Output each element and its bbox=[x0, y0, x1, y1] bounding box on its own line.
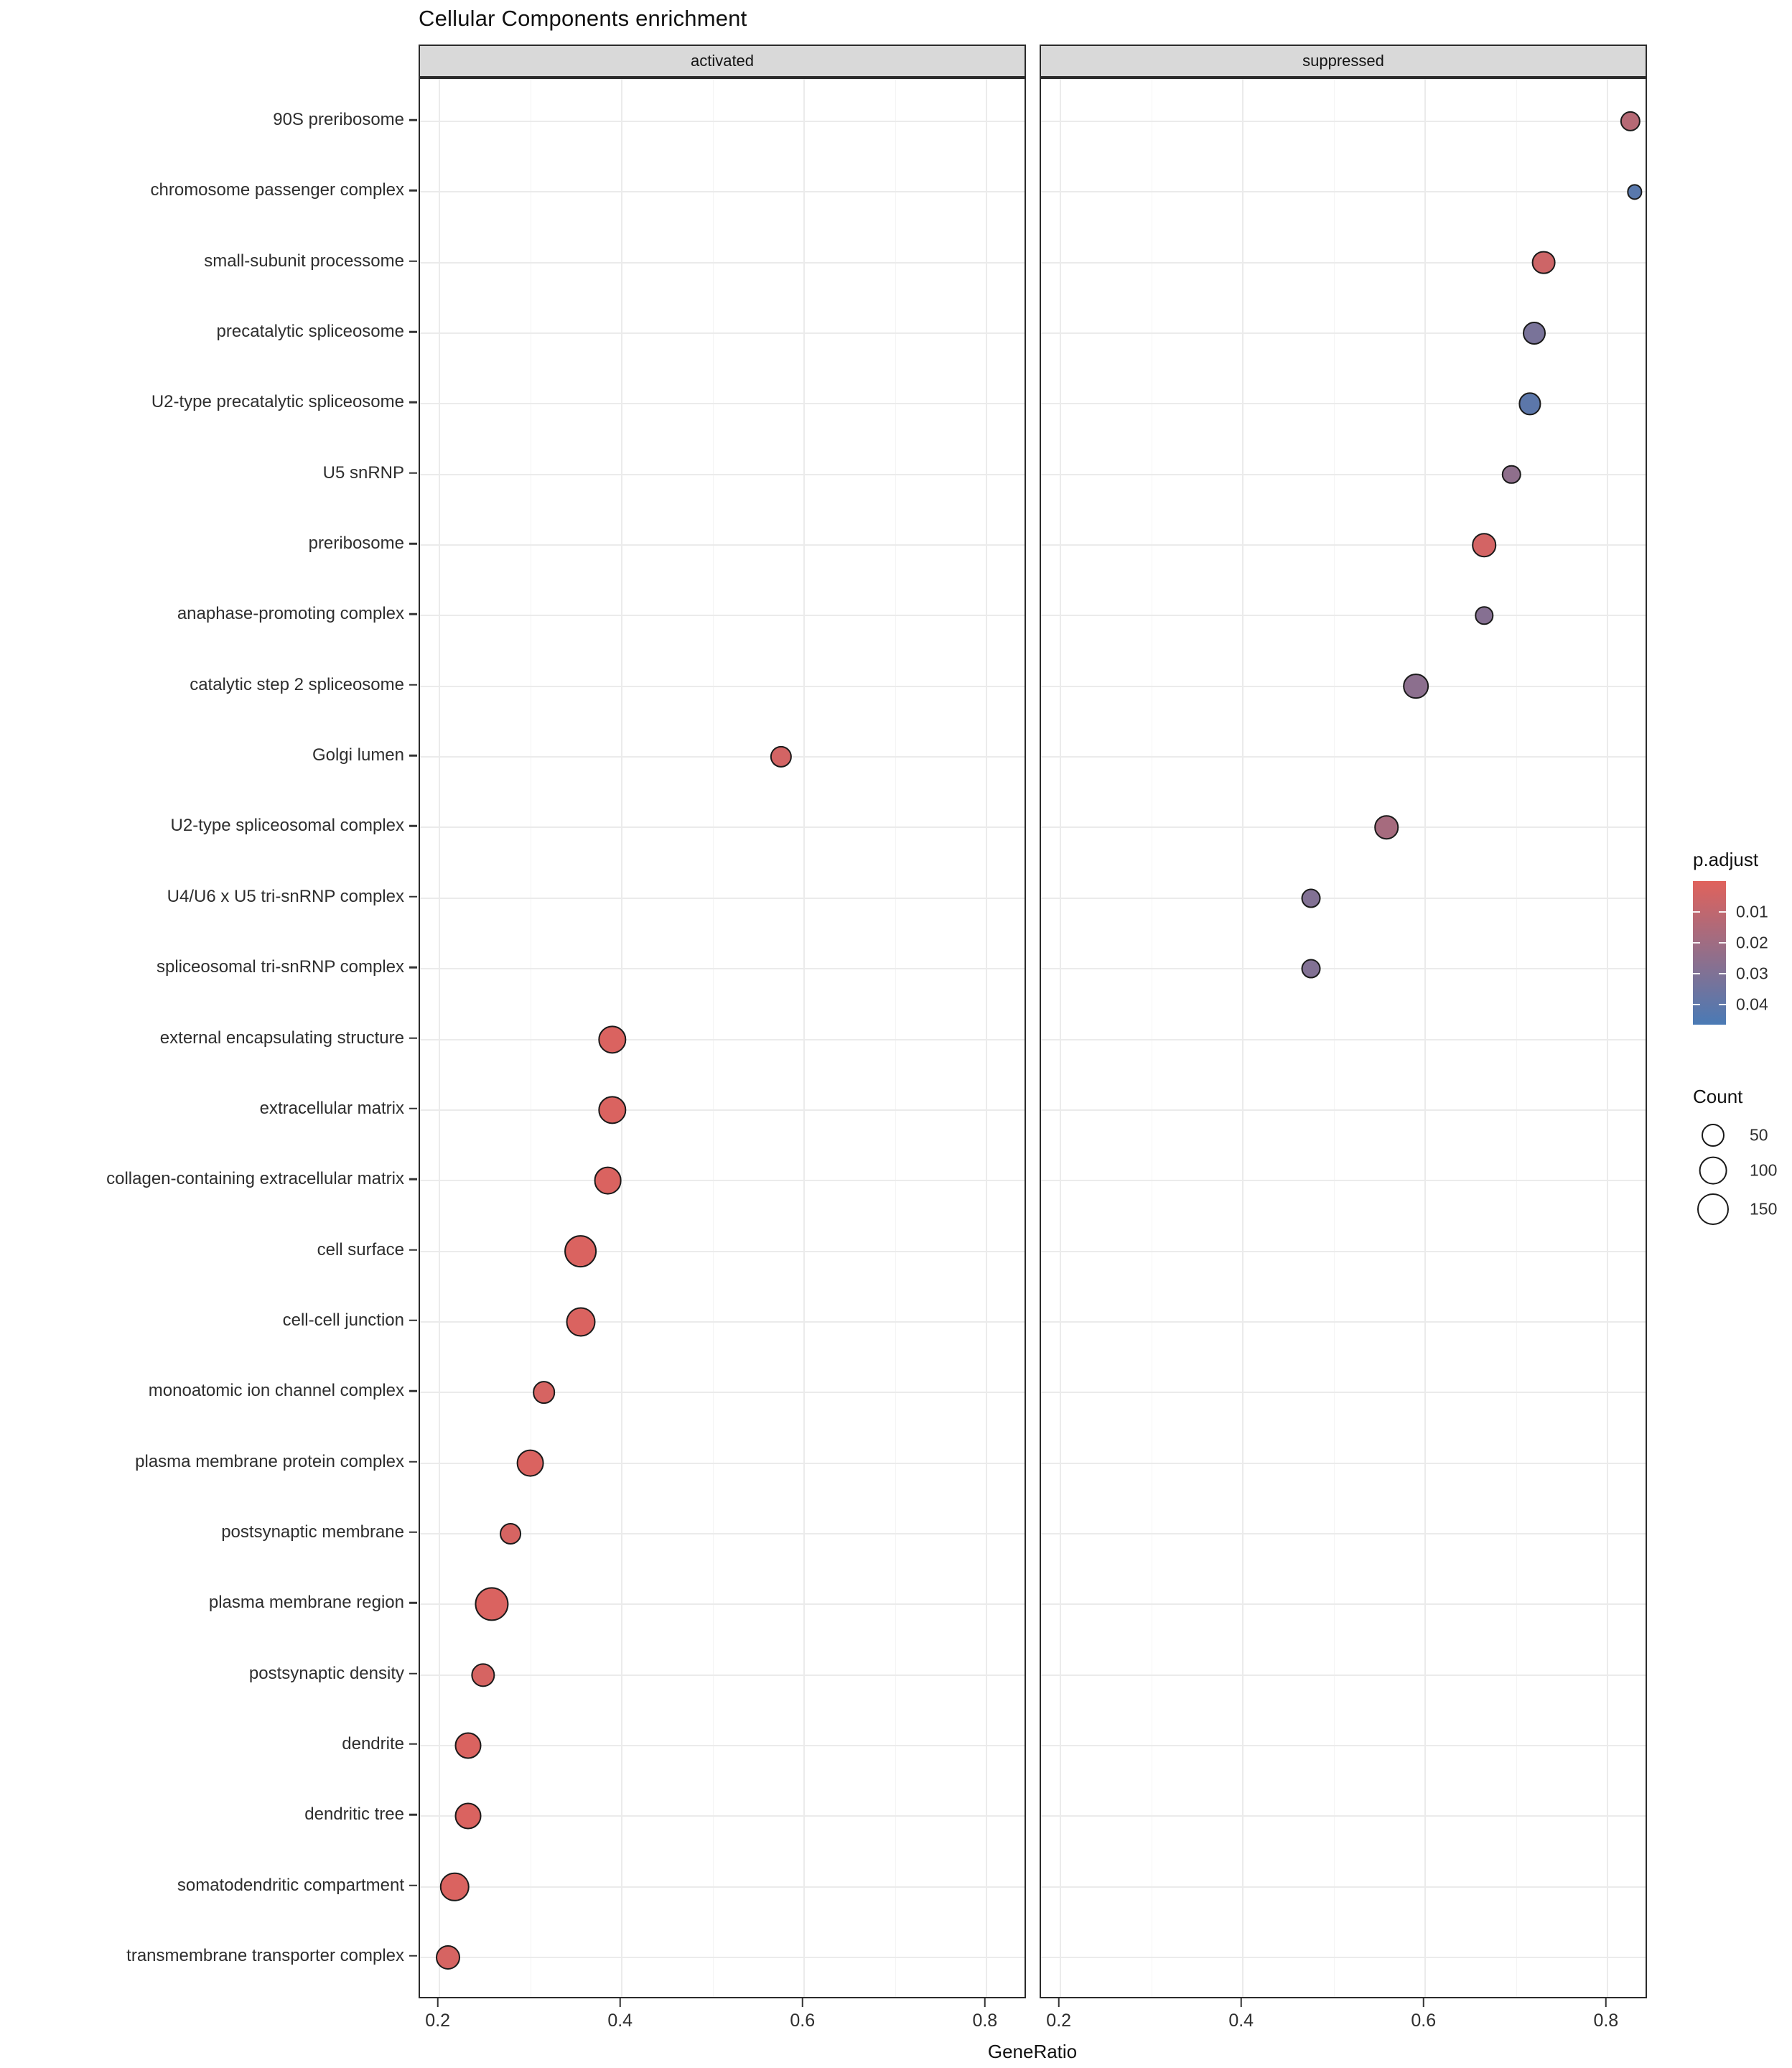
y-axis-label: Golgi lumen bbox=[312, 745, 404, 765]
legend-padjust-tick-label: 0.03 bbox=[1736, 964, 1768, 983]
legend-padjust-title: p.adjust bbox=[1693, 849, 1759, 870]
gridline-horizontal-major bbox=[1041, 544, 1646, 546]
gridline-horizontal-major bbox=[420, 1745, 1025, 1746]
y-axis-label: U5 snRNP bbox=[322, 462, 404, 483]
gridline-vertical-major bbox=[439, 79, 440, 1997]
gridline-vertical-major bbox=[986, 79, 987, 1997]
gridline-horizontal-major bbox=[1041, 898, 1646, 899]
data-point bbox=[1403, 674, 1429, 699]
data-point bbox=[594, 1167, 622, 1195]
facet-panel-suppressed bbox=[1040, 78, 1647, 1998]
y-axis-tick bbox=[409, 1532, 417, 1534]
y-axis-label: extracellular matrix bbox=[259, 1098, 404, 1118]
gridline-horizontal-major bbox=[1041, 1039, 1646, 1040]
y-axis-label: dendritic tree bbox=[304, 1804, 404, 1825]
legend-count-circle bbox=[1699, 1157, 1727, 1185]
y-axis-label: somatodendritic compartment bbox=[177, 1875, 404, 1895]
y-axis-tick bbox=[409, 331, 417, 333]
gridline-horizontal-major bbox=[420, 1603, 1025, 1605]
y-axis-label: small-subunit processome bbox=[204, 251, 404, 271]
legend-padjust-tick-label: 0.01 bbox=[1736, 902, 1768, 921]
gridline-horizontal-major bbox=[420, 1039, 1025, 1040]
gridline-horizontal-major bbox=[1041, 121, 1646, 122]
gridline-horizontal-major bbox=[1041, 826, 1646, 828]
legend-padjust-tick-label: 0.04 bbox=[1736, 995, 1768, 1014]
data-point bbox=[436, 1945, 460, 1970]
legend-padjust-tick-mark bbox=[1693, 973, 1700, 974]
gridline-horizontal-major bbox=[1041, 1251, 1646, 1252]
data-point bbox=[1375, 816, 1399, 840]
gridline-vertical-minor bbox=[1516, 79, 1517, 1997]
gridline-vertical-minor bbox=[1334, 79, 1335, 1997]
legend-padjust-tick-mark bbox=[1719, 942, 1726, 944]
gridline-horizontal-major bbox=[420, 332, 1025, 334]
y-axis-tick bbox=[409, 1955, 417, 1957]
facet-strip-activated bbox=[419, 45, 1026, 78]
gridline-vertical-major bbox=[1242, 79, 1243, 1997]
gridline-vertical-minor bbox=[895, 79, 896, 1997]
data-point bbox=[516, 1449, 544, 1477]
legend-padjust-tick-mark bbox=[1693, 911, 1700, 913]
gridline-horizontal-major bbox=[1041, 1745, 1646, 1746]
gridline-horizontal-major bbox=[1041, 615, 1646, 616]
gridline-horizontal-major bbox=[1041, 1886, 1646, 1888]
y-axis-tick bbox=[409, 1814, 417, 1816]
gridline-horizontal-major bbox=[1041, 332, 1646, 334]
gridline-horizontal-major bbox=[420, 121, 1025, 122]
x-axis-tick bbox=[1605, 1998, 1607, 2007]
y-axis-label: U4/U6 x U5 tri-snRNP complex bbox=[167, 886, 404, 906]
gridline-horizontal-major bbox=[420, 403, 1025, 404]
x-axis-tick bbox=[1240, 1998, 1242, 2007]
y-axis-tick bbox=[409, 755, 417, 757]
legend-count-label: 100 bbox=[1750, 1160, 1778, 1180]
gridline-horizontal-major bbox=[420, 262, 1025, 264]
data-point bbox=[1518, 393, 1541, 415]
y-axis-label: postsynaptic membrane bbox=[221, 1522, 404, 1542]
y-axis-tick bbox=[409, 1037, 417, 1039]
y-axis-label: preribosome bbox=[308, 534, 404, 554]
y-axis-tick bbox=[409, 896, 417, 898]
facet-strip-label: suppressed bbox=[1302, 52, 1384, 70]
y-axis-tick bbox=[409, 1249, 417, 1251]
gridline-vertical-major bbox=[1424, 79, 1426, 1997]
y-axis-label: external encapsulating structure bbox=[159, 1028, 404, 1048]
legend-padjust-tick-mark bbox=[1719, 911, 1726, 913]
gridline-horizontal-major bbox=[1041, 686, 1646, 687]
facet-strip-label: activated bbox=[690, 52, 755, 70]
gridline-horizontal-major bbox=[420, 615, 1025, 616]
x-axis-tick-label: 0.2 bbox=[1046, 2011, 1072, 2031]
gridline-vertical-minor bbox=[713, 79, 714, 1997]
x-axis-tick-label: 0.2 bbox=[425, 2011, 451, 2031]
y-axis-label: plasma membrane protein complex bbox=[135, 1451, 404, 1471]
legend-count-circle bbox=[1702, 1124, 1725, 1147]
y-axis-tick bbox=[409, 1390, 417, 1392]
gridline-horizontal-major bbox=[420, 1815, 1025, 1817]
data-point bbox=[455, 1803, 482, 1830]
y-axis-label: anaphase-promoting complex bbox=[177, 604, 404, 624]
y-axis-tick bbox=[409, 190, 417, 192]
data-point bbox=[455, 1732, 482, 1759]
gridline-horizontal-major bbox=[420, 826, 1025, 828]
y-axis-tick bbox=[409, 1461, 417, 1463]
y-axis-tick bbox=[409, 684, 417, 686]
y-axis-label: chromosome passenger complex bbox=[150, 180, 404, 200]
data-point bbox=[475, 1588, 509, 1621]
gridline-horizontal-major bbox=[1041, 1180, 1646, 1181]
gridline-horizontal-major bbox=[420, 1463, 1025, 1464]
data-point bbox=[1302, 888, 1321, 908]
gridline-horizontal-major bbox=[420, 544, 1025, 546]
legend-count-label: 150 bbox=[1750, 1199, 1778, 1219]
y-axis-label: postsynaptic density bbox=[248, 1663, 404, 1683]
gridline-horizontal-major bbox=[420, 191, 1025, 192]
data-point bbox=[533, 1381, 556, 1404]
y-axis-label: cell-cell junction bbox=[282, 1310, 404, 1330]
legend-count-title: Count bbox=[1693, 1086, 1743, 1107]
x-axis-tick-label: 0.8 bbox=[1593, 2011, 1619, 2031]
gridline-horizontal-major bbox=[420, 686, 1025, 687]
x-axis-tick bbox=[802, 1998, 804, 2007]
y-axis-tick bbox=[409, 825, 417, 827]
y-axis-tick bbox=[409, 1320, 417, 1322]
gridline-horizontal-major bbox=[420, 1251, 1025, 1252]
y-axis-label: precatalytic spliceosome bbox=[216, 322, 404, 342]
x-axis-tick bbox=[437, 1998, 439, 2007]
data-point bbox=[564, 1235, 597, 1268]
data-point bbox=[770, 746, 792, 768]
gridline-horizontal-major bbox=[1041, 403, 1646, 404]
y-axis-tick bbox=[409, 401, 417, 404]
data-point bbox=[471, 1663, 495, 1687]
x-axis-tick-label: 0.4 bbox=[607, 2011, 633, 2031]
gridline-horizontal-major bbox=[1041, 1675, 1646, 1676]
gridline-horizontal-major bbox=[420, 1957, 1025, 1958]
y-axis-tick bbox=[409, 472, 417, 474]
gridline-horizontal-major bbox=[1041, 1603, 1646, 1605]
x-axis-tick-label: 0.6 bbox=[790, 2011, 816, 2031]
x-axis-tick-label: 0.8 bbox=[972, 2011, 998, 2031]
y-axis-label: plasma membrane region bbox=[208, 1593, 404, 1613]
gridline-horizontal-major bbox=[1041, 191, 1646, 192]
y-axis-tick bbox=[409, 967, 417, 969]
gridline-horizontal-major bbox=[1041, 968, 1646, 969]
gridline-horizontal-major bbox=[1041, 1392, 1646, 1393]
facet-strip-suppressed bbox=[1040, 45, 1647, 78]
data-point bbox=[1523, 322, 1546, 345]
y-axis-tick bbox=[409, 613, 417, 615]
y-axis-label: U2-type spliceosomal complex bbox=[170, 816, 404, 836]
gridline-vertical-major bbox=[1060, 79, 1061, 1997]
data-point bbox=[1475, 607, 1493, 625]
data-point bbox=[1620, 111, 1640, 131]
y-axis-label: collagen-containing extracellular matrix bbox=[106, 1169, 404, 1189]
legend-count-label: 50 bbox=[1750, 1125, 1768, 1145]
legend-padjust-tick-mark bbox=[1693, 942, 1700, 944]
data-point bbox=[1302, 959, 1321, 979]
data-point bbox=[1532, 251, 1556, 274]
x-axis-tick bbox=[619, 1998, 621, 2007]
data-point bbox=[598, 1025, 626, 1053]
x-axis-tick bbox=[1058, 1998, 1060, 2007]
data-point bbox=[1473, 533, 1497, 557]
gridline-vertical-major bbox=[1607, 79, 1608, 1997]
gridline-horizontal-major bbox=[1041, 1957, 1646, 1958]
legend-padjust-tick-mark bbox=[1719, 973, 1726, 974]
y-axis-label: 90S preribosome bbox=[273, 110, 404, 129]
y-axis-tick bbox=[409, 1178, 417, 1180]
legend-padjust-tick-label: 0.02 bbox=[1736, 933, 1768, 952]
gridline-horizontal-major bbox=[420, 756, 1025, 758]
gridline-horizontal-major bbox=[1041, 1321, 1646, 1323]
x-axis-tick-label: 0.6 bbox=[1411, 2011, 1437, 2031]
x-axis-tick-label: 0.4 bbox=[1228, 2011, 1254, 2031]
plot-title: Cellular Components enrichment bbox=[419, 6, 747, 31]
gridline-horizontal-major bbox=[420, 1321, 1025, 1323]
data-point bbox=[1502, 465, 1521, 484]
gridline-vertical-major bbox=[803, 79, 805, 1997]
data-point bbox=[566, 1307, 595, 1336]
gridline-horizontal-major bbox=[1041, 474, 1646, 475]
gridline-horizontal-major bbox=[1041, 1109, 1646, 1111]
y-axis-label: cell surface bbox=[317, 1239, 404, 1259]
y-axis-tick bbox=[409, 1108, 417, 1110]
gridline-horizontal-major bbox=[1041, 1463, 1646, 1464]
y-axis-tick bbox=[409, 1743, 417, 1746]
y-axis-tick bbox=[409, 1884, 417, 1886]
gridline-horizontal-major bbox=[420, 898, 1025, 899]
gridline-horizontal-major bbox=[1041, 756, 1646, 758]
data-point bbox=[598, 1096, 626, 1124]
gridline-horizontal-major bbox=[1041, 1815, 1646, 1817]
y-axis-tick bbox=[409, 119, 417, 121]
data-point bbox=[500, 1523, 521, 1545]
legend-padjust-tick-mark bbox=[1693, 1004, 1700, 1005]
gridline-horizontal-major bbox=[420, 1886, 1025, 1888]
y-axis-tick bbox=[409, 543, 417, 545]
x-axis-title: GeneRatio bbox=[987, 2041, 1078, 2062]
y-axis-tick bbox=[409, 1672, 417, 1675]
facet-panel-activated bbox=[419, 78, 1026, 1998]
legend-count-circle bbox=[1697, 1193, 1729, 1225]
y-axis-label: catalytic step 2 spliceosome bbox=[190, 674, 404, 694]
y-axis-label: U2-type precatalytic spliceosome bbox=[151, 392, 404, 412]
y-axis-tick bbox=[409, 260, 417, 262]
gridline-horizontal-major bbox=[420, 474, 1025, 475]
gridline-horizontal-major bbox=[420, 1109, 1025, 1111]
data-point bbox=[1627, 185, 1642, 200]
legend-padjust-gradient-bar bbox=[1693, 881, 1726, 1025]
y-axis-label: transmembrane transporter complex bbox=[126, 1945, 404, 1965]
legend-padjust-tick-mark bbox=[1719, 1004, 1726, 1005]
gridline-horizontal-major bbox=[420, 968, 1025, 969]
y-axis-label: spliceosomal tri-snRNP complex bbox=[157, 957, 404, 977]
data-point bbox=[440, 1872, 469, 1901]
gridline-horizontal-major bbox=[420, 1675, 1025, 1676]
y-axis-tick bbox=[409, 1602, 417, 1604]
gridline-horizontal-major bbox=[420, 1392, 1025, 1393]
x-axis-tick bbox=[1423, 1998, 1425, 2007]
gridline-horizontal-major bbox=[1041, 1533, 1646, 1534]
y-axis-label: monoatomic ion channel complex bbox=[148, 1381, 404, 1401]
x-axis-tick bbox=[984, 1998, 986, 2007]
y-axis-label: dendrite bbox=[342, 1733, 404, 1753]
gridline-horizontal-major bbox=[420, 1180, 1025, 1181]
